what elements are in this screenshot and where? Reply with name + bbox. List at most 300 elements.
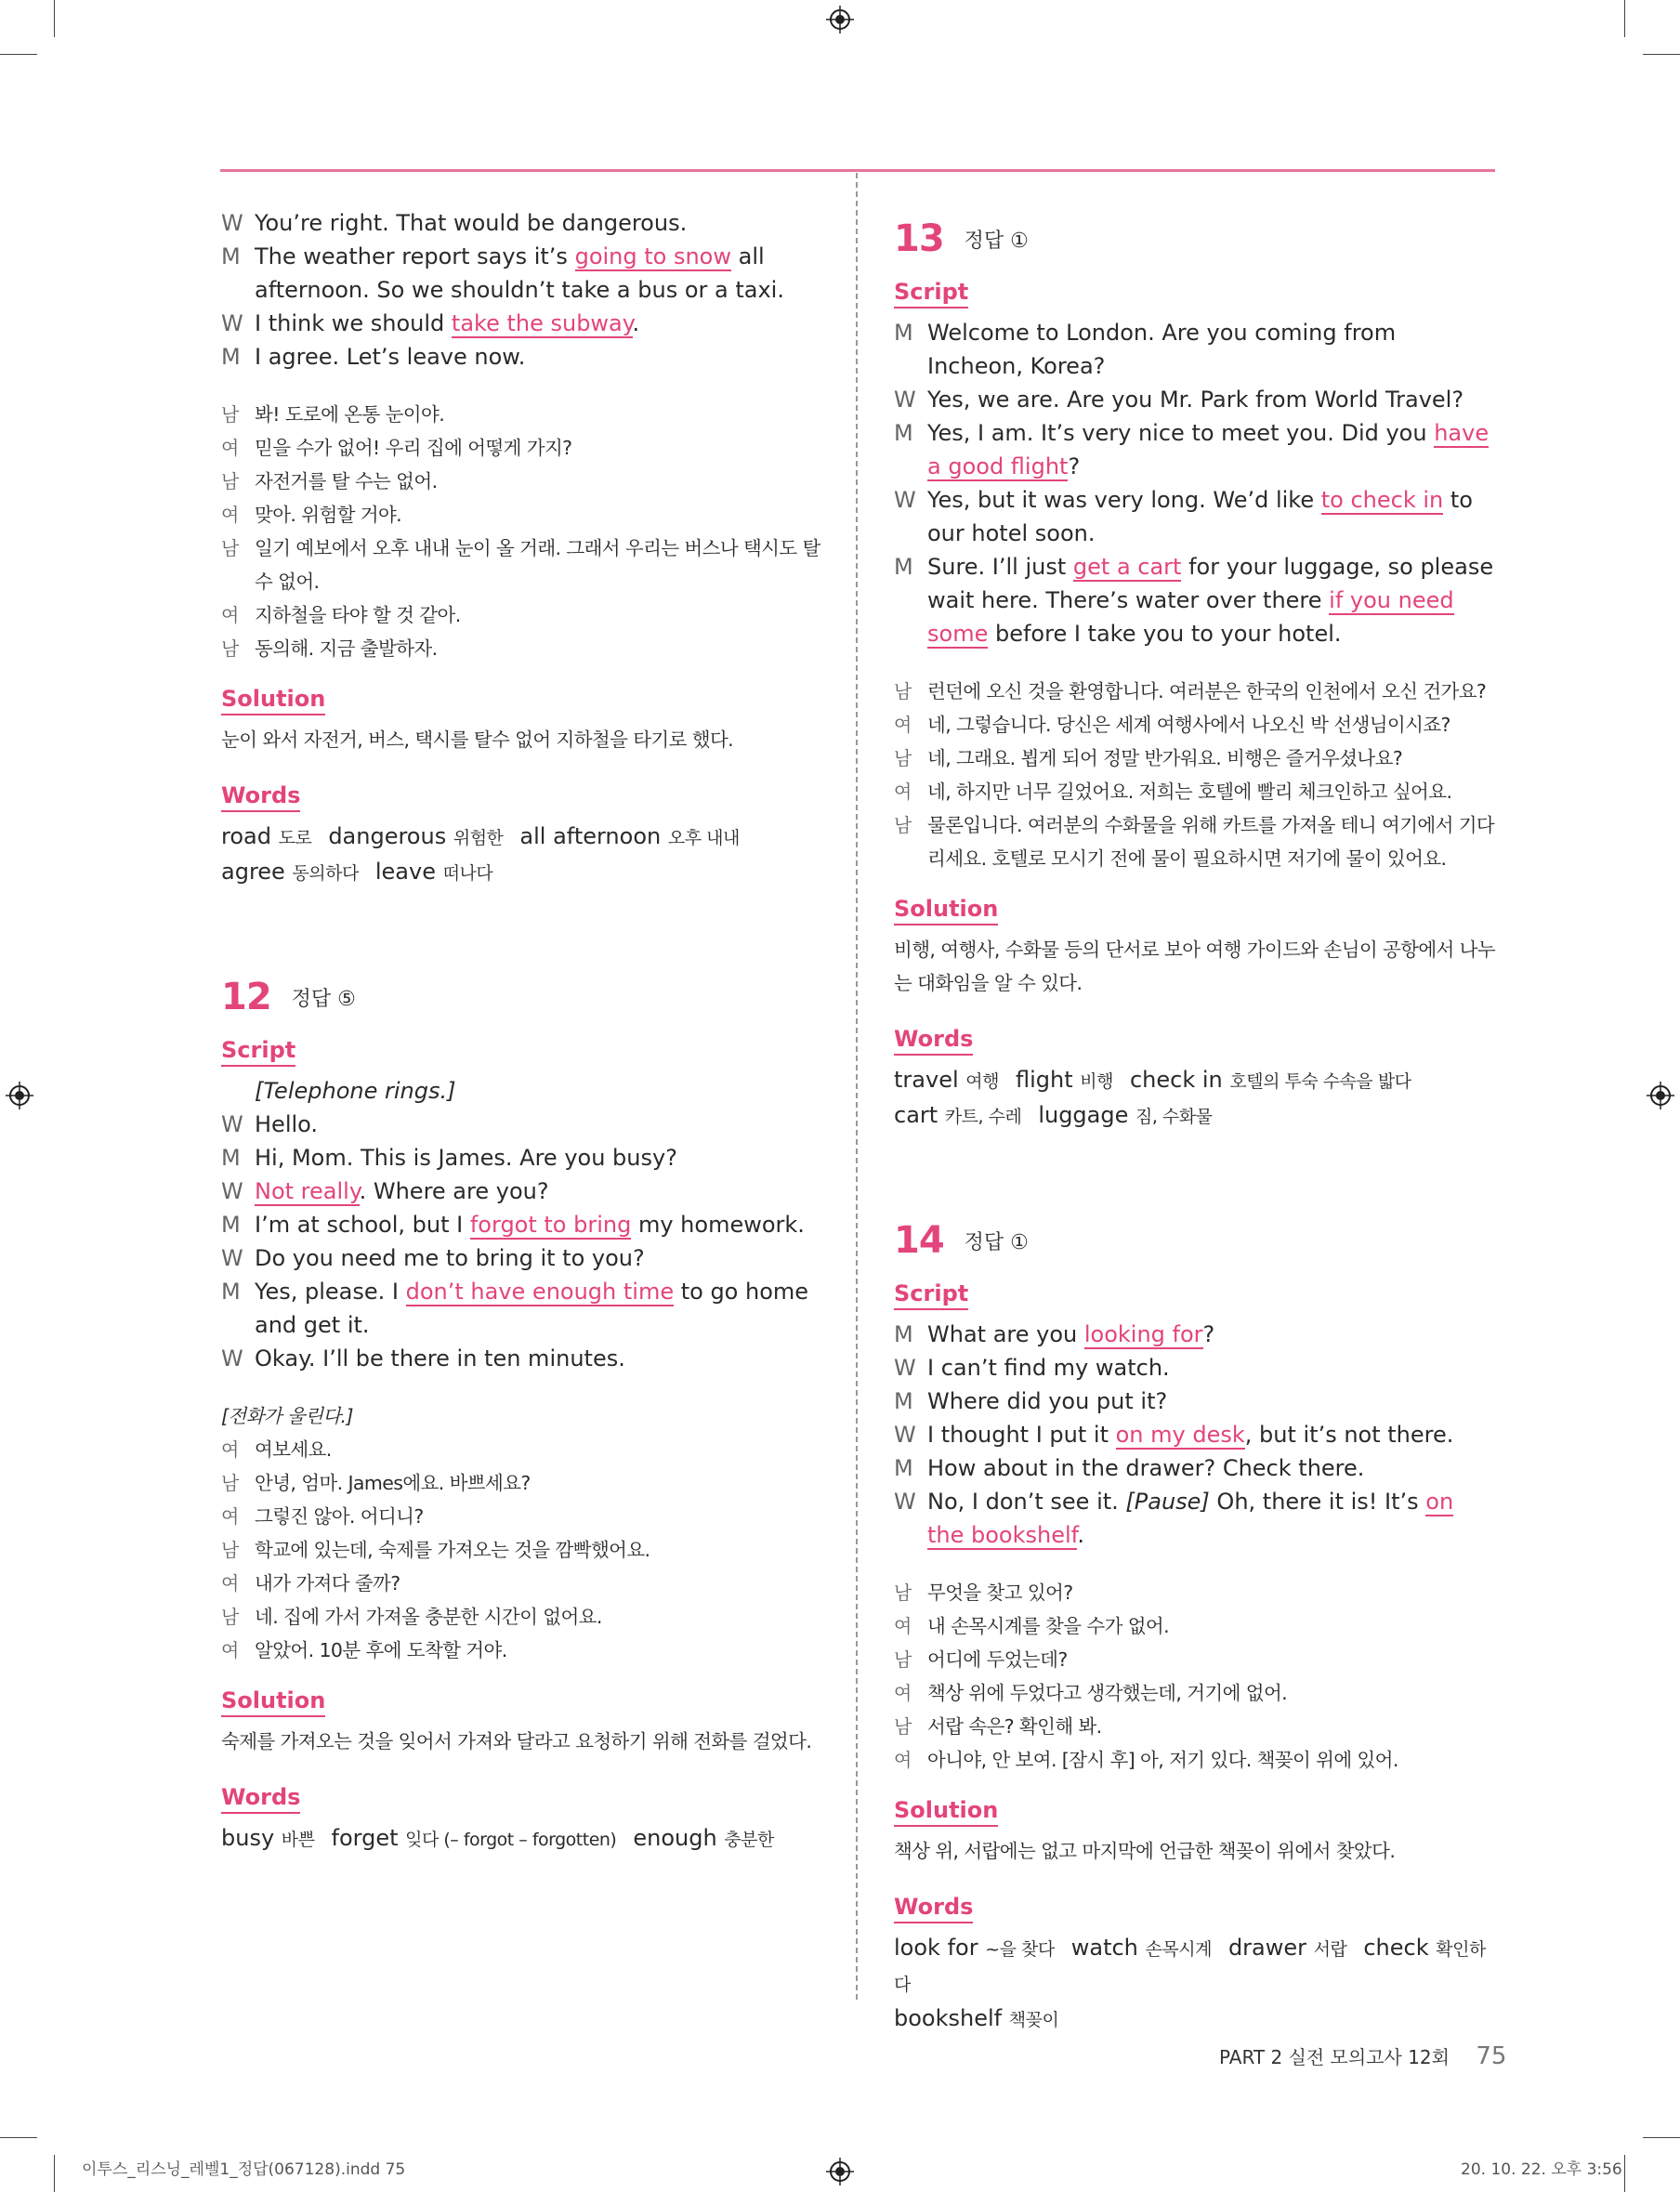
dialogue-text [255, 1074, 823, 1108]
translation-text: 아니야, 안 보여. [잠시 후] 아, 저기 있다. 책꽂이 위에 있어. [927, 1749, 1398, 1771]
text-run: Welcome to London. Are you coming from Incheon, Korea? [927, 320, 1397, 379]
column-divider [856, 173, 858, 2000]
dialogue-text [255, 1342, 823, 1375]
text-run: You’re right. That would be dangerous. [255, 210, 688, 236]
script-line [894, 383, 1496, 416]
dialogue-text [927, 316, 1496, 383]
translation-line [221, 1433, 823, 1466]
word-english: agree [221, 859, 293, 885]
speaker-label: W [221, 1111, 243, 1137]
registration-mark-icon [826, 2158, 854, 2185]
script-line [221, 1074, 823, 1108]
answer-blank: forgot to bring [469, 1212, 632, 1238]
translation-line [894, 1676, 1496, 1710]
words-row [894, 1063, 1496, 1098]
speaker-label [221, 1074, 255, 1108]
answer-blank: get a cart [1072, 554, 1182, 580]
answer-label: 정답 ① [964, 229, 1029, 253]
text-run: for your luggage, so please wait here. There’s water over there [927, 554, 1494, 613]
translation-line [221, 1399, 823, 1433]
speaker-label: M [894, 320, 913, 346]
translation-line [221, 465, 823, 498]
script-block [894, 316, 1496, 650]
header-rule [220, 169, 1495, 172]
word-item [894, 2005, 1058, 2031]
script-line [894, 416, 1496, 483]
script-line [894, 483, 1496, 550]
translation-line [894, 808, 1496, 875]
translation-text: 네, 하지만 너무 길었어요. 저희는 호텔에 빨리 체크인하고 싶어요. [927, 781, 1452, 803]
text-run: Sure. I’ll just [927, 554, 1073, 580]
speaker-label: 여 [221, 504, 239, 526]
words-heading: Words [221, 782, 300, 812]
translation-text: 서랍 속은? 확인해 봐. [927, 1715, 1102, 1738]
dialogue-text [927, 550, 1496, 650]
translation-line [221, 598, 823, 632]
word-korean: 확인하다 [894, 1939, 1486, 1995]
script-heading: Script [894, 279, 968, 308]
speaker-label: 남 [894, 747, 912, 769]
speaker-label: 여 [894, 714, 912, 736]
crop-mark [0, 2137, 37, 2138]
registration-mark-icon [826, 6, 854, 33]
dialogue-text [255, 1208, 823, 1241]
question-number: 12 [221, 976, 271, 1018]
text-run: Do you need me to bring it to you? [255, 1245, 645, 1271]
word-item [375, 859, 492, 885]
script-heading: Script [894, 1280, 968, 1310]
slug-filename: 이투스_리스닝_레벨1_정답(067128).indd 75 [82, 2160, 406, 2179]
dialogue-text [927, 1418, 1496, 1451]
word-korean: 손목시계 [1145, 1939, 1212, 1960]
dialogue-text [255, 307, 823, 340]
question-header [221, 976, 823, 1018]
word-item [221, 823, 311, 849]
word-english: drawer [1227, 1935, 1314, 1961]
words-row [221, 820, 823, 855]
solution-heading: Solution [894, 896, 998, 925]
speaker-label: M [221, 243, 241, 269]
text-run: [Pause] [1125, 1489, 1210, 1515]
dialogue-text [927, 383, 1496, 416]
speaker-label: W [221, 310, 243, 336]
word-english: leave [374, 859, 443, 885]
word-english: cart [894, 1102, 945, 1128]
words-heading: Words [894, 1894, 973, 1923]
word-english: watch [1070, 1935, 1146, 1961]
speaker-label: W [221, 1178, 243, 1204]
dialogue-text [255, 340, 823, 374]
speaker-label: 남 [221, 1539, 239, 1561]
solution-heading: Solution [221, 1687, 325, 1717]
word-item [1038, 1102, 1212, 1128]
text-run: [Telephone rings.] [255, 1078, 456, 1104]
speaker-label: W [894, 1489, 916, 1515]
translation-text: 동의해. 지금 출발하자. [255, 637, 438, 660]
word-english: all afternoon [519, 823, 668, 849]
word-korean: 위험한 [453, 828, 504, 848]
translation-text: 믿을 수가 없어! 우리 집에 어떻게 가지? [255, 437, 572, 459]
text-run: Hello. [255, 1111, 319, 1137]
crop-mark [54, 2155, 55, 2192]
script-line [221, 1141, 823, 1175]
word-korean: 바쁜 [281, 1830, 315, 1850]
speaker-label: W [894, 1422, 916, 1448]
speaker-label: 남 [221, 637, 239, 660]
crop-mark [0, 54, 37, 55]
translation-text: 네, 그렇습니다. 당신은 세계 여행사에서 나오신 박 선생님이시죠? [927, 714, 1450, 736]
word-korean: 잊다 (– forgot – forgotten) [405, 1830, 617, 1850]
word-korean: 여행 [965, 1071, 999, 1092]
crop-mark [54, 0, 55, 37]
page-footer [1219, 2042, 1506, 2070]
crop-mark [1643, 2137, 1680, 2138]
script-line [221, 240, 823, 307]
question-number: 13 [894, 217, 944, 260]
word-english: luggage [1038, 1102, 1135, 1128]
word-english: forget [331, 1825, 406, 1851]
translation-line [221, 1600, 823, 1634]
translation-line [894, 775, 1496, 808]
word-item [1016, 1067, 1113, 1093]
speaker-label: M [894, 420, 913, 446]
speaker-label: W [894, 487, 916, 513]
question-header [894, 1219, 1496, 1262]
text-run: How about in the drawer? Check there. [927, 1455, 1365, 1481]
crop-mark [1624, 0, 1625, 37]
dialogue-text [255, 1275, 823, 1342]
crop-mark [1624, 2155, 1625, 2192]
text-run: I’m at school, but I [255, 1212, 470, 1238]
word-item [328, 823, 503, 849]
translation-line [894, 675, 1496, 708]
word-item [894, 1102, 1021, 1128]
word-korean: 호텔의 투숙 수속을 밟다 [1229, 1071, 1411, 1092]
text-run: Oh, there it is! It’s [1209, 1489, 1426, 1515]
answer-blank: if you need some [927, 587, 1454, 647]
speaker-label: 남 [221, 470, 239, 492]
translation-text: [전화가 울린다.] [221, 1405, 353, 1427]
dialogue-text [255, 1108, 823, 1141]
words-row [894, 1098, 1496, 1134]
word-english: check [1363, 1935, 1437, 1961]
translation-line [221, 398, 823, 431]
speaker-label: 여 [894, 1615, 912, 1637]
translation-line [221, 532, 823, 598]
script-line [221, 1208, 823, 1241]
text-run: Hi, Mom. This is James. Are you busy? [255, 1145, 677, 1171]
word-english: look for [894, 1935, 986, 1961]
question-header [894, 217, 1496, 260]
answer-blank: take the subway [451, 310, 633, 336]
translation-text: 여보세요. [255, 1438, 332, 1461]
text-run: I think we should [255, 310, 452, 336]
speaker-label: M [221, 1145, 241, 1171]
word-korean: 짐, 수화물 [1135, 1107, 1213, 1127]
answer-blank: Not really [255, 1178, 360, 1204]
answer-blank: on my desk [1115, 1422, 1245, 1448]
translation-block [894, 675, 1496, 875]
dialogue-text [927, 1485, 1496, 1552]
word-item [1071, 1935, 1212, 1961]
text-run: Yes, we are. Are you Mr. Park from World Travel? [927, 387, 1464, 413]
translation-text: 자전거를 탈 수는 없어. [255, 470, 438, 492]
dialogue-text [255, 1241, 823, 1275]
translation-line [894, 1576, 1496, 1609]
speaker-label: 남 [894, 1648, 912, 1671]
text-run: , but it’s not there. [1244, 1422, 1454, 1448]
words-row [221, 855, 823, 890]
text-run: I thought I put it [927, 1422, 1116, 1448]
speaker-label: M [894, 1388, 913, 1414]
speaker-label: 여 [221, 1572, 239, 1595]
dialogue-text [255, 1175, 823, 1208]
answer-blank: on the bookshelf [927, 1489, 1454, 1548]
translation-text: 어디에 두었는데? [927, 1648, 1068, 1671]
word-english: bookshelf [894, 2005, 1009, 2031]
speaker-label: 남 [221, 537, 239, 559]
translation-line [221, 1634, 823, 1667]
word-korean: 충분한 [724, 1830, 774, 1850]
speaker-label: 남 [894, 814, 912, 836]
text-run: Yes, I am. It’s very nice to meet you. Did you [927, 420, 1435, 446]
speaker-label: W [894, 387, 916, 413]
words-row [894, 1931, 1496, 2002]
text-run: Where did you put it? [927, 1388, 1168, 1414]
text-run: Yes, please. I [255, 1279, 406, 1305]
text-run: What are you [927, 1321, 1084, 1347]
speaker-label: M [894, 1455, 913, 1481]
words-row [221, 1821, 823, 1857]
dialogue-text [927, 416, 1496, 483]
word-item [332, 1825, 617, 1851]
dialogue-text [927, 1318, 1496, 1351]
translation-line [221, 498, 823, 532]
speaker-label: M [221, 1212, 241, 1238]
script-heading: Script [221, 1037, 295, 1067]
answer-label: 정답 ① [964, 1230, 1029, 1254]
translation-text: 내 손목시계를 찾을 수가 없어. [927, 1615, 1170, 1637]
translation-text: 지하철을 타야 할 것 같아. [255, 604, 461, 626]
word-korean: 떠나다 [442, 863, 493, 884]
script-line [894, 550, 1496, 650]
word-item [1228, 1935, 1346, 1961]
text-run: The weather report says it’s [255, 243, 575, 269]
words-list [894, 1063, 1496, 1134]
speaker-label: 남 [221, 1472, 239, 1494]
script-line [221, 340, 823, 374]
word-korean: 동의하다 [292, 863, 359, 884]
translation-line [894, 1643, 1496, 1676]
script-line [894, 1385, 1496, 1418]
text-run: No, I don’t see it. [927, 1489, 1126, 1515]
translation-line [221, 1533, 823, 1567]
word-english: dangerous [328, 823, 453, 849]
word-korean: 서랍 [1313, 1939, 1347, 1960]
right-column [894, 206, 1496, 2037]
dialogue-text [255, 206, 823, 240]
solution-text: 숙제를 가져오는 것을 잊어서 가져와 달라고 요청하기 위해 전화를 걸었다. [221, 1730, 812, 1752]
text-run: ? [1202, 1321, 1215, 1347]
script-block [221, 206, 823, 374]
answer-blank: have a good flight [927, 420, 1490, 479]
solution-heading: Solution [894, 1797, 998, 1827]
translation-line [894, 1609, 1496, 1643]
word-item [519, 823, 739, 849]
speaker-label: M [894, 1321, 913, 1347]
question-number: 14 [894, 1219, 944, 1262]
text-run: Yes, but it was very long. We’d like [927, 487, 1321, 513]
word-korean: 책꽂이 [1008, 2010, 1059, 2030]
translation-text: 네. 집에 가서 가져올 충분한 시간이 없어요. [255, 1606, 602, 1628]
translation-block [221, 398, 823, 665]
script-line [894, 1451, 1496, 1485]
speaker-label: W [221, 1245, 243, 1271]
answer-blank: looking for [1083, 1321, 1203, 1347]
registration-mark-icon [1647, 1082, 1674, 1109]
words-list [221, 820, 823, 890]
translation-text: 내가 가져다 줄까? [255, 1572, 400, 1595]
word-english: flight [1015, 1067, 1081, 1093]
script-line [221, 1108, 823, 1141]
speaker-label: W [894, 1355, 916, 1381]
translation-line [894, 742, 1496, 775]
word-korean: 비행 [1080, 1071, 1113, 1092]
text-run: . [632, 310, 640, 336]
script-line [894, 316, 1496, 383]
translation-text: 무엇을 찾고 있어? [927, 1582, 1073, 1604]
speaker-label: 남 [221, 1606, 239, 1628]
dialogue-text [927, 1451, 1496, 1485]
speaker-label: 남 [221, 403, 239, 426]
speaker-label: 여 [221, 1438, 239, 1461]
translation-line [221, 1466, 823, 1500]
speaker-label: M [894, 554, 913, 580]
dialogue-text [255, 1141, 823, 1175]
word-item [221, 1825, 315, 1851]
text-run: Okay. I’ll be there in ten minutes. [255, 1345, 625, 1372]
translation-block [221, 1399, 823, 1667]
registration-mark-icon [6, 1082, 33, 1109]
script-line [894, 1485, 1496, 1552]
translation-text: 일기 예보에서 오후 내내 눈이 올 거래. 그래서 우리는 버스나 택시도 탈 수 없어. [255, 537, 820, 593]
speaker-label: 여 [221, 437, 239, 459]
speaker-label: 여 [221, 604, 239, 626]
words-list [221, 1821, 823, 1857]
slug-date: 20. 10. 22. 오후 3:56 [1461, 2160, 1622, 2179]
word-english: busy [221, 1825, 282, 1851]
translation-line [221, 632, 823, 665]
text-run: all afternoon. So we shouldn’t take a bus or a taxi. [255, 243, 784, 303]
translation-line [221, 1567, 823, 1600]
word-item [633, 1825, 774, 1851]
speaker-label: 남 [894, 680, 912, 702]
word-korean: 도로 [278, 828, 312, 848]
words-row [894, 2002, 1496, 2037]
dialogue-text [927, 483, 1496, 550]
solution-text: 눈이 와서 자전거, 버스, 택시를 탈수 없어 지하철을 타기로 했다. [221, 728, 734, 751]
text-run: to go home and get it. [255, 1279, 809, 1338]
speaker-label: W [221, 1345, 243, 1372]
translation-block [894, 1576, 1496, 1777]
text-run: I can’t find my watch. [927, 1355, 1170, 1381]
translation-line [221, 431, 823, 465]
solution-text: 책상 위, 서랍에는 없고 마지막에 언급한 책꽂이 위에서 찾았다. [894, 1840, 1396, 1862]
word-korean: 오후 내내 [667, 828, 740, 848]
script-line [221, 1275, 823, 1342]
speaker-label: 여 [221, 1505, 239, 1528]
answer-blank: don’t have enough time [405, 1279, 675, 1305]
script-block [221, 1074, 823, 1375]
word-item [894, 1935, 1055, 1961]
footer-part: PART 2 [1219, 2046, 1283, 2068]
translation-text: 안녕, 엄마. James에요. 바쁘세요? [255, 1472, 531, 1494]
word-english: travel [894, 1067, 966, 1093]
word-english: road [221, 823, 279, 849]
translation-line [894, 1710, 1496, 1743]
translation-line [221, 1500, 823, 1533]
words-heading: Words [894, 1026, 973, 1056]
word-item [894, 1067, 999, 1093]
script-line [894, 1318, 1496, 1351]
text-run: . [1077, 1522, 1085, 1548]
solution-text: 비행, 여행사, 수화물 등의 단서로 보아 여행 가이드와 손님이 공항에서 나누는 대화임을 알 수 있다. [894, 938, 1496, 994]
script-block [894, 1318, 1496, 1552]
words-heading: Words [221, 1784, 300, 1814]
text-run: I agree. Let’s leave now. [255, 344, 526, 370]
speaker-label: M [221, 1279, 241, 1305]
translation-text: 학교에 있는데, 숙제를 가져오는 것을 깜빡했어요. [255, 1539, 650, 1561]
word-english: enough [633, 1825, 725, 1851]
script-line [221, 1342, 823, 1375]
translation-text: 네, 그래요. 뵙게 되어 정말 반가워요. 비행은 즐거우셨나요? [927, 747, 1403, 769]
page-number: 75 [1476, 2042, 1507, 2070]
translation-text: 그렇진 않아. 어디니? [255, 1505, 424, 1528]
text-run: before I take you to your hotel. [988, 621, 1342, 647]
speaker-label: 여 [894, 1749, 912, 1771]
footer-title: 실전 모의고사 12회 [1288, 2046, 1450, 2068]
speaker-label: 남 [894, 1582, 912, 1604]
translation-text: 봐! 도로에 온통 눈이야. [255, 403, 445, 426]
word-korean: ~을 찾다 [985, 1939, 1055, 1960]
translation-text: 물론입니다. 여러분의 수화물을 위해 카트를 가져올 테니 여기에서 기다리세요. 호텔로 모시기 전에 물이 필요하시면 저기에 물이 있어요. [927, 814, 1495, 870]
dialogue-text [255, 240, 823, 307]
translation-line [894, 708, 1496, 742]
text-run: ? [1068, 453, 1081, 479]
script-line [894, 1418, 1496, 1451]
translation-text: 알았어. 10분 후에 도착할 거야. [255, 1639, 507, 1661]
word-item [221, 859, 359, 885]
speaker-label: M [221, 344, 241, 370]
speaker-label: W [221, 210, 243, 236]
dialogue-text [927, 1385, 1496, 1418]
answer-blank: to check in [1320, 487, 1444, 513]
translation-text: 맞아. 위험할 거야. [255, 504, 402, 526]
answer-blank: going to snow [574, 243, 731, 269]
script-line [221, 307, 823, 340]
translation-line [894, 1743, 1496, 1777]
crop-mark [1643, 54, 1680, 55]
speaker-label: 여 [894, 1682, 912, 1704]
word-korean: 카트, 수레 [944, 1107, 1022, 1127]
text-run: to our hotel soon. [927, 487, 1473, 546]
text-run: my homework. [631, 1212, 805, 1238]
speaker-label: 여 [894, 781, 912, 803]
answer-label: 정답 ⑤ [291, 987, 356, 1011]
solution-heading: Solution [221, 686, 325, 715]
speaker-label: 여 [221, 1639, 239, 1661]
left-column [221, 206, 823, 1857]
